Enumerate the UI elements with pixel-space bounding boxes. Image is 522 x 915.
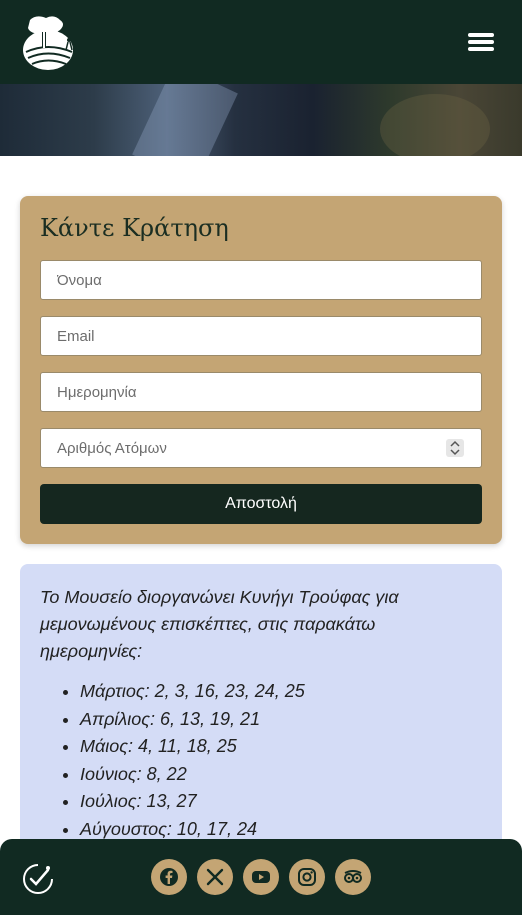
list-item: • Ιούνιος: 8, 22 bbox=[80, 761, 480, 789]
booking-title: Κάντε Κράτηση bbox=[40, 214, 229, 242]
top-header bbox=[0, 0, 522, 84]
hero-image bbox=[0, 84, 522, 156]
people-count-field[interactable] bbox=[40, 428, 482, 468]
list-item: • Αύγουστος: 10, 17, 24 bbox=[80, 816, 480, 844]
menu-bar bbox=[468, 40, 494, 44]
tripadvisor-icon[interactable] bbox=[335, 859, 371, 895]
info-intro: Το Μουσείο διοργανώνει Κυνήγι Τρούφας για μεμονωμένους επισκέπτες, στις παρακάτω ημερομηνίες: bbox=[40, 587, 399, 661]
menu-bar bbox=[468, 47, 494, 51]
list-item: • Απρίλιος: 6, 13, 19, 21 bbox=[80, 706, 480, 734]
facebook-icon[interactable] bbox=[151, 859, 187, 895]
email-field[interactable] bbox=[40, 316, 482, 356]
accessibility-icon[interactable] bbox=[22, 863, 54, 895]
name-field[interactable] bbox=[40, 260, 482, 300]
menu-button[interactable] bbox=[464, 28, 498, 56]
site-logo-icon[interactable] bbox=[22, 12, 78, 72]
dates-list bbox=[80, 678, 480, 843]
number-stepper-icon[interactable] bbox=[446, 439, 464, 457]
list-item: • Ιούλιος: 13, 27 bbox=[80, 788, 480, 816]
booking-form bbox=[20, 196, 502, 544]
footer-bar bbox=[0, 839, 522, 915]
menu-bar bbox=[468, 33, 494, 37]
list-item: • Μάιος: 4, 11, 18, 25 bbox=[80, 733, 480, 761]
youtube-icon[interactable] bbox=[243, 859, 279, 895]
submit-button[interactable]: Αποστολή bbox=[40, 484, 482, 524]
date-field[interactable] bbox=[40, 372, 482, 412]
instagram-icon[interactable] bbox=[289, 859, 325, 895]
x-icon[interactable] bbox=[197, 859, 233, 895]
list-item: • Μάρτιος: 2, 3, 16, 23, 24, 25 bbox=[80, 678, 480, 706]
